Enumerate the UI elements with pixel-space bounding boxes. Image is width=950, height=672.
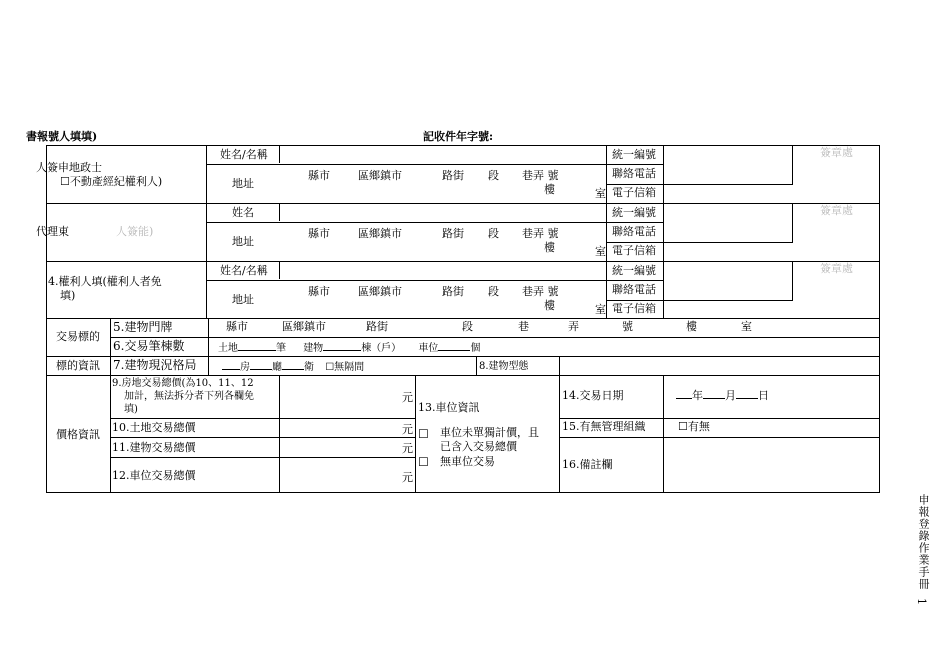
party-2-addr-section: 段 (488, 227, 499, 240)
parking-total-label: 12.車位交易總價 (112, 469, 196, 482)
total-label-line1: 9.房地交易總價(為10、11、12 (112, 378, 254, 389)
target-group-label: 交易標的 (56, 330, 100, 343)
party-3-addr-district: 區鄉鎮市 (358, 285, 402, 298)
party-2-addr-county: 縣市 (308, 227, 330, 240)
party-1-phone-label: 聯絡電話 (612, 167, 656, 180)
layout-fields: 房 廳 衛 ☐無隔間 (222, 360, 364, 374)
party-2-email-label: 電子信箱 (612, 244, 656, 257)
party-2-addr-lane: 巷弄 號 (522, 227, 559, 240)
party-2-id-label: 統一編號 (612, 206, 656, 219)
party-2-sublabel: 人簽能) (116, 225, 154, 238)
party-1-address-label: 地址 (232, 177, 254, 190)
party-1-addr-lane: 巷弄 號 (522, 169, 559, 182)
total-label-line2: 加計，無法拆分者下列各欄免 (124, 391, 254, 402)
party-3-name-label: 姓名/名稱 (220, 264, 268, 277)
info-group-label: 標的資訊 (56, 359, 100, 372)
party-2-stamp: 簽章處 (820, 204, 853, 217)
party-2-label: 代理東 (36, 225, 69, 238)
parking-opt1-line1: 車位未單獨計價，且 (440, 426, 539, 439)
date-fields: 年 月 日 (676, 389, 769, 403)
party-3-label: 4.權利人填(權利人者免 (48, 275, 162, 288)
party-1-label: 人簽申地政士 (36, 161, 102, 174)
plate-lane: 巷 (518, 320, 529, 333)
party-2-addr-road: 路街 (442, 227, 464, 240)
party-2-addr-room: 室 (595, 245, 606, 258)
party-2-addr-district: 區鄉鎮市 (358, 227, 402, 240)
party-1-addr-county: 縣市 (308, 169, 330, 182)
plate-room: 室 (741, 320, 752, 333)
party-2-addr-floor: 樓 (544, 241, 555, 254)
side-page-number: 1 (915, 598, 928, 606)
total-yuan: 元 (402, 391, 413, 404)
party-1-stamp: 簽章處 (820, 146, 853, 159)
note-label: 16.備註欄 (562, 458, 613, 471)
count-fields: 土地 筆 建物 棟（戶） 車位 個 (218, 343, 481, 354)
building-total-label: 11.建物交易總價 (112, 441, 196, 454)
party-1-addr-road: 路街 (442, 169, 464, 182)
party-3-addr-road: 路街 (442, 285, 464, 298)
plate-road: 路街 (366, 320, 388, 333)
party-3-addr-floor: 樓 (544, 299, 555, 312)
party-3-phone-label: 聯絡電話 (612, 283, 656, 296)
date-label: 14.交易日期 (562, 389, 624, 402)
total-label-line3: 填) (124, 404, 138, 415)
parking-yuan: 元 (402, 471, 413, 484)
mgmt-label: 15.有無管理組織 (562, 420, 646, 433)
mgmt-option[interactable]: ☐有無 (678, 420, 710, 433)
party-3-address-label: 地址 (232, 293, 254, 306)
form-header-center: 記收件年字號: (423, 130, 494, 143)
layout-label: 7.建物現況格局 (113, 358, 197, 372)
party-3-stamp: 簽章處 (820, 262, 853, 275)
land-yuan: 元 (402, 423, 413, 436)
plate-label: 5.建物門牌 (113, 320, 173, 334)
party-3-addr-lane: 巷弄 號 (522, 285, 559, 298)
side-manual-title: 申報登錄作業手冊 (917, 494, 930, 590)
party-2-phone-label: 聯絡電話 (612, 225, 656, 238)
parking-opt1-line2: 已含入交易總價 (440, 440, 517, 453)
building-yuan: 元 (402, 442, 413, 455)
party-3-addr-county: 縣市 (308, 285, 330, 298)
count-label: 6.交易筆棟數 (113, 339, 185, 353)
party-1-sublabel: ☐不動產經紀權利人) (60, 175, 163, 188)
plate-no: 號 (622, 320, 633, 333)
type-label: 8.建物型態 (479, 361, 529, 372)
plate-section: 段 (462, 320, 473, 333)
party-3-email-label: 電子信箱 (612, 302, 656, 315)
plate-alley: 弄 (568, 320, 579, 333)
party-1-email-label: 電子信箱 (612, 186, 656, 199)
parking-opt2-label: 無車位交易 (440, 455, 495, 468)
parking-opt2-checkbox[interactable]: ☐ (418, 455, 429, 469)
party-1-id-label: 統一編號 (612, 148, 656, 161)
party-3-addr-section: 段 (488, 285, 499, 298)
parking-opt1-checkbox[interactable]: ☐ (418, 427, 429, 441)
plate-county: 縣市 (226, 320, 248, 333)
land-total-label: 10.土地交易總價 (112, 421, 196, 434)
party-2-name-label: 姓名 (232, 206, 254, 219)
party-2-address-label: 地址 (232, 235, 254, 248)
plate-floor: 樓 (686, 320, 697, 333)
price-group-label: 價格資訊 (56, 428, 100, 441)
party-1-name-label: 姓名/名稱 (220, 148, 268, 161)
parking-info-label: 13.車位資訊 (418, 401, 480, 414)
form-header-left: 書報號人填填) (26, 130, 98, 143)
party-1-addr-district: 區鄉鎮市 (358, 169, 402, 182)
party-3-addr-room: 室 (595, 303, 606, 316)
party-1-addr-section: 段 (488, 169, 499, 182)
party-1-addr-floor: 樓 (544, 183, 555, 196)
party-3-sublabel: 填) (60, 289, 76, 302)
plate-district: 區鄉鎮市 (282, 320, 326, 333)
party-1-addr-room: 室 (595, 187, 606, 200)
party-3-id-label: 統一編號 (612, 264, 656, 277)
